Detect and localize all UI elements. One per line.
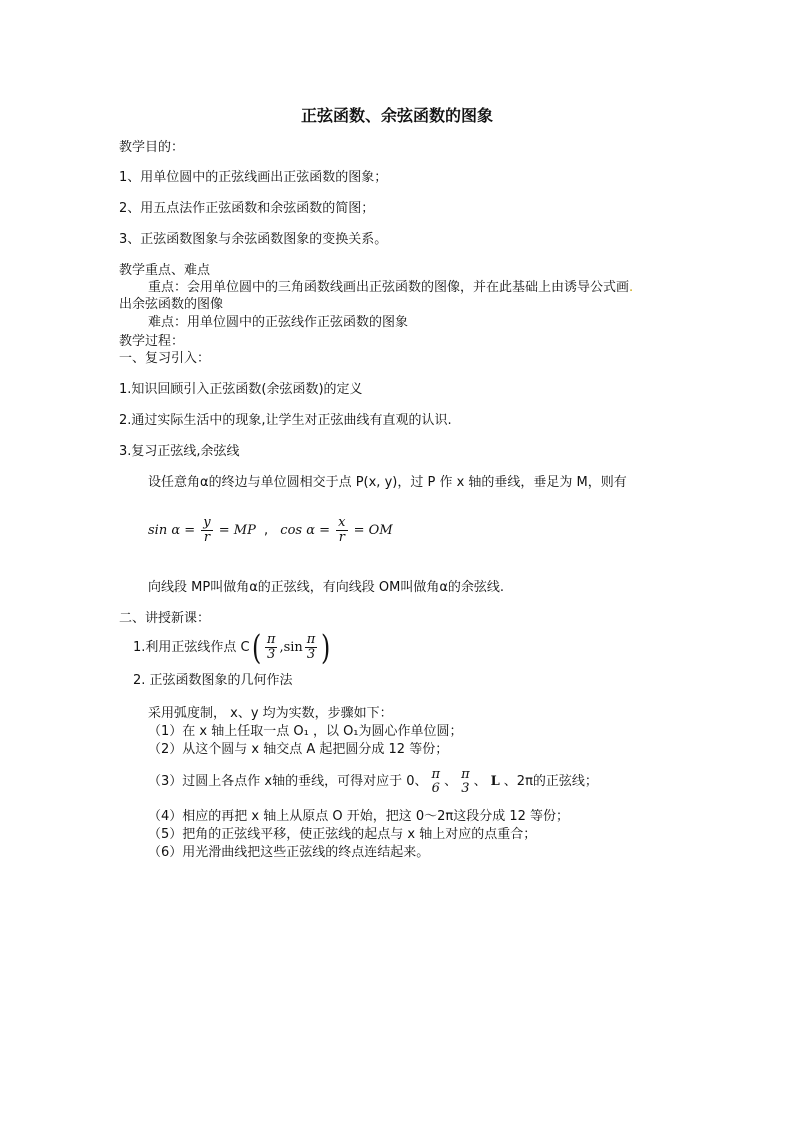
ellipsis-mark: L — [490, 774, 500, 789]
review-item: 2.通过实际生活中的现象,让学生对正弦曲线有直观的认识. — [119, 413, 452, 428]
focus-dot: . — [629, 280, 634, 295]
objective-item: 3、正弦函数图象与余弦函数图象的变换关系。 — [119, 232, 388, 247]
sin-label: sin α = — [148, 523, 196, 538]
cos-rhs: = OM — [353, 523, 393, 538]
objective-item: 2、用五点法作正弦函数和余弦函数的简图； — [119, 201, 375, 216]
key-points-heading: 教学重点、难点 — [119, 263, 211, 278]
setup-text: 设任意角α的终边与单位圆相交于点 P(x, y)，过 P 作 x 轴的垂线，垂足为 M，则有 — [148, 475, 627, 490]
objectives-heading: 教学目的： — [119, 140, 185, 155]
directed-segments-text: 向线段 MP叫做角α的正弦线，有向线段 OM叫做角α的余弦线. — [148, 580, 505, 595]
right-paren: ) — [321, 627, 331, 668]
point-c-text: 1.利用正弦线作点 C — [133, 640, 250, 655]
new-lesson-heading: 二、讲授新课： — [119, 611, 211, 626]
geometric-heading: 2. 正弦函数图象的几何作法 — [133, 673, 293, 688]
step-item: （6）用光滑曲线把这些正弦线的终点连结起来。 — [148, 845, 430, 860]
cos-label: cos α = — [280, 523, 331, 538]
step-3-text: （3）过圆上各点作 x轴的垂线，可得对应于 0、 — [148, 774, 428, 789]
sin-cos-formula — [148, 513, 393, 549]
steps-intro: 采用弧度制， x、y 均为实数，步骤如下： — [148, 706, 393, 721]
process-heading: 教学过程： — [119, 334, 185, 349]
review-item: 3.复习正弦线,余弦线 — [119, 444, 240, 459]
step-item: （4）相应的再把 x 轴上从原点 O 开始，把这 0～2π这段分成 12 等份； — [148, 809, 570, 824]
focus-text: 重点：会用单位圆中的三角函数线画出正弦函数的图像，并在此基础上由诱导公式画 — [148, 280, 630, 295]
focus-line-2: 出余弦函数的图像 — [119, 297, 224, 312]
step-item: （1）在 x 轴上任取一点 O₁ ，以 O₁为圆心作单位圆； — [148, 724, 463, 739]
pi-over-3-fraction: $\frac{\pi}{3}$ — [306, 632, 316, 662]
difficulty-line: 难点：用单位圆中的正弦线作正弦函数的图象 — [148, 315, 409, 330]
pi-over-6-fraction: π 6 — [431, 766, 441, 796]
sin-label: ,sin — [279, 640, 303, 655]
step-item: （5）把角的正弦线平移，使正弦线的起点与 x 轴上对应的点重合； — [148, 827, 537, 842]
page-title: 正弦函数、余弦函数的图象 — [300, 106, 493, 125]
objective-item: 1、用单位圆中的正弦线画出正弦函数的图象； — [119, 170, 388, 185]
sin-fraction: $\frac{y}{r}$ — [203, 515, 211, 545]
review-item: 1.知识回顾引入正弦函数(余弦函数)的定义 — [119, 382, 363, 397]
sin-rhs: = MP — [218, 523, 256, 538]
point-c-line — [133, 627, 333, 670]
left-paren: ( — [251, 627, 261, 668]
formula-separator: , — [264, 523, 269, 538]
review-heading: 一、复习引入： — [119, 351, 211, 366]
step-item: （2）从这个圆与 x 轴交点 A 起把圆分成 12 等份； — [148, 742, 449, 757]
step-item-3: （3）过圆上各点作 x轴的垂线，可得对应于 0、 π 6 、 π 3 、 L 、2π的正弦线； — [148, 766, 598, 796]
focus-line — [148, 280, 633, 296]
pi-over-3-fraction: $\frac{\pi}{3}$ — [266, 632, 276, 662]
cos-fraction: $\frac{x}{r}$ — [338, 515, 346, 545]
pi-over-3-fraction: π 3 — [461, 766, 470, 796]
